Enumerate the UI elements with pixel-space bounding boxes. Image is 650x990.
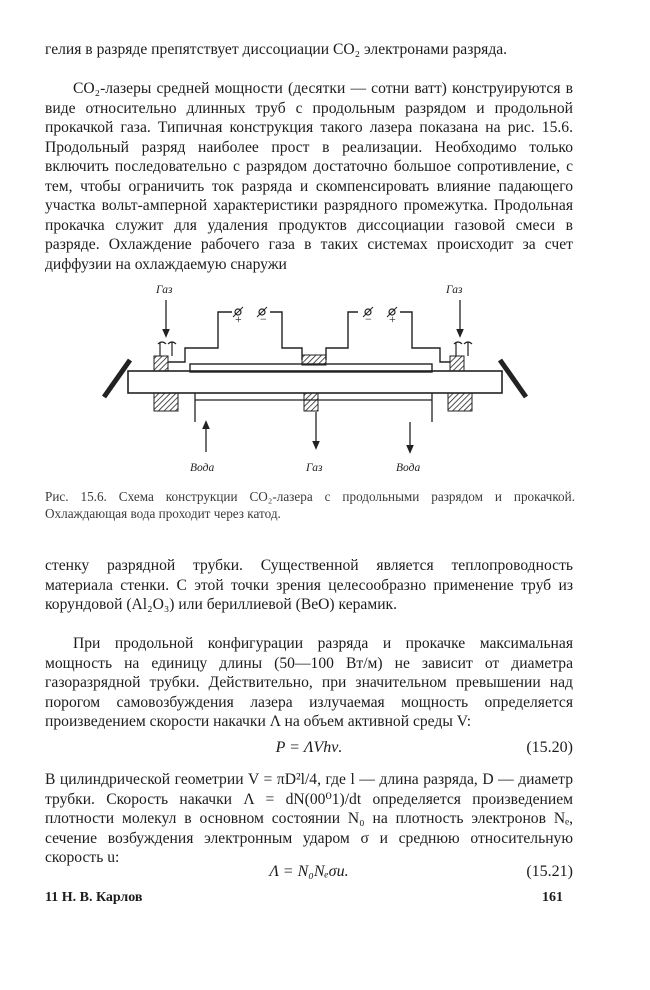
flange-left-top: [154, 356, 168, 371]
label-water-right: Вода: [396, 462, 421, 474]
flange-center-bottom: [304, 393, 318, 411]
flange-right-bottom: [448, 393, 472, 411]
lead-center: [270, 312, 302, 360]
sign-minus-left: −: [260, 312, 267, 326]
label-gas-in-right: Газ: [446, 284, 463, 296]
sign-minus-right: −: [365, 312, 372, 326]
paragraph-3: стенку разрядной трубки. Существенной является теплопроводность материала стенки. С этой точки зрения целесообразно применение труб из корундовой (Al₂O₃) или бериллиевой (BeO) керамик.: [45, 557, 573, 613]
paragraph-5: В цилиндрической геометрии V = πD²l/4, где l — длина разряда, D — диаметр трубки. Скорость накачки Λ = dN(00⁰1)/dt определяется произведением плотности молекул в основном состоянии N₀ на плотность электронов Nₑ, сечение возбуждения электронным ударом σ и среднюю относительную скорость u:: [45, 771, 573, 866]
sign-plus-left: +: [235, 312, 242, 326]
discharge-tube: [128, 371, 502, 393]
formula-15-20: [45, 738, 573, 758]
formula-expression: Λ = N₀Nₑσu.: [269, 863, 349, 880]
lead-center-r: [326, 312, 358, 360]
flange-right-top: [450, 356, 464, 371]
label-water-left: Вода: [190, 462, 215, 474]
flange-center-top: [302, 355, 326, 365]
lead-left: [168, 312, 232, 362]
figure-caption: Рис. 15.6. Схема конструкции CO₂-лазера с продольными разрядом и прокачкой. Охлаждающая вода проходит через катод.: [45, 489, 575, 521]
formula-number: (15.20): [526, 739, 573, 756]
brewster-window-right: [500, 360, 526, 397]
footer-signature: 11 Н. В. Карлов: [45, 890, 143, 905]
figure-15-6: [100, 282, 530, 482]
brewster-window-left: [104, 360, 130, 397]
paragraph-1: гелия в разряде препятствует диссоциации CO₂ электронами разряда.: [45, 41, 508, 58]
label-gas-in-left: Газ: [156, 284, 173, 296]
paragraph-4: При продольной конфигурации разряда и прокачке максимальная мощность на единицу длины (50—100 Вт/м) не зависит от диаметра газоразрядной трубки. Действительно, при значительном превышении над порогом самовозбуждения лазера излучаемая мощность определяется произведением скорости накачки Λ на объем активной среды V:: [45, 635, 573, 730]
formula-15-21: [45, 862, 573, 882]
laser-diagram: [100, 282, 530, 482]
formula-number: (15.21): [526, 863, 573, 880]
flange-left-bottom: [154, 393, 178, 411]
label-gas-out: Газ: [306, 462, 323, 474]
formula-expression: P = ΛVhν.: [275, 739, 343, 756]
paragraph-2: CO₂-лазеры средней мощности (десятки — сотни ватт) конструируются в виде относительно длинных труб с продольным разрядом и продольной прокачкой газа. Типичная конструкция такого лазера показана на рис. 15.6. Продольный разряд наиболее прост в реализации. Необходимо только включить последовательно с разрядом достаточно большое сопротивление, с тем, чтобы ограничить ток разряда и скомпенсировать влияние падающего участка вольт-амперной характеристики разрядного промежутка. Продольная прокачка служит для удаления продуктов диссоциации газовой смеси в разряде. Охлаждение рабочего газа в таких системах происходит за счет диффузии на охлаждаемую снаружи: [45, 80, 573, 273]
lead-right: [400, 312, 450, 362]
page-number: 161: [542, 890, 563, 905]
sign-plus-right: +: [389, 312, 396, 326]
